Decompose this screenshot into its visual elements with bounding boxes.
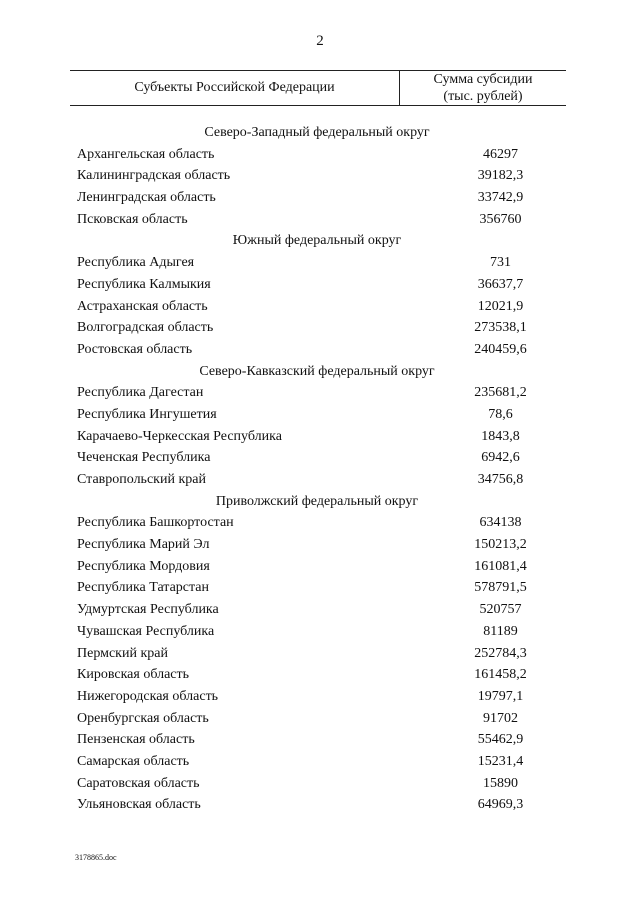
subsidy-amount: 6942,6 xyxy=(481,450,520,466)
subsidy-amount: 36637,7 xyxy=(477,276,524,292)
subsidy-amount: 64969,3 xyxy=(477,797,524,813)
footer-doc-code: 3178865.doc xyxy=(75,853,117,862)
region-name: Республика Марий Эл xyxy=(77,537,210,553)
header-subjects: Субъекты Российской Федерации xyxy=(134,80,335,95)
table-row xyxy=(77,621,557,643)
region-name: Удмуртская Республика xyxy=(77,602,219,618)
subsidy-amount: 634138 xyxy=(479,515,522,531)
subsidy-amount: 15231,4 xyxy=(477,753,524,769)
table-row xyxy=(77,404,557,426)
subsidy-amount: 578791,5 xyxy=(474,580,527,596)
subsidy-amount: 12021,9 xyxy=(477,298,524,314)
table-row xyxy=(77,144,557,166)
region-name: Псковская область xyxy=(77,211,188,227)
region-name: Оренбургская область xyxy=(77,710,209,726)
table-row xyxy=(77,512,557,534)
subsidy-amount: 235681,2 xyxy=(474,385,527,401)
subsidy-amount: 273538,1 xyxy=(474,320,527,336)
subsidy-amount: 19797,1 xyxy=(477,688,524,704)
subsidy-amount: 78,6 xyxy=(488,406,513,422)
table-row xyxy=(77,209,557,231)
subsidy-amount: 150213,2 xyxy=(474,537,527,553)
subsidy-amount: 356760 xyxy=(479,211,522,227)
table-row xyxy=(77,556,557,578)
subsidy-amount: 240459,6 xyxy=(474,341,527,357)
page-number: 2 xyxy=(316,33,324,49)
subsidy-amount: 15890 xyxy=(483,775,518,791)
header-amount-line1: Сумма субсидии xyxy=(433,72,533,87)
region-name: Калининградская область xyxy=(77,168,231,184)
region-name: Астраханская область xyxy=(77,298,208,314)
region-name: Саратовская область xyxy=(77,775,200,791)
region-name: Чувашская Республика xyxy=(77,623,215,639)
subsidy-amount: 39182,3 xyxy=(477,168,524,184)
table-row xyxy=(77,729,557,751)
subsidy-amount: 46297 xyxy=(483,146,518,162)
table-row xyxy=(77,469,557,491)
region-name: Ставропольский край xyxy=(77,472,206,487)
district-title: Северо-Западный федеральный округ xyxy=(204,125,430,140)
table-row xyxy=(77,426,557,448)
district-title: Южный федеральный округ xyxy=(232,233,402,249)
district-title: Приволжский федеральный округ xyxy=(215,493,419,509)
region-name: Пермский край xyxy=(77,645,168,661)
table-row xyxy=(77,534,557,556)
table-row xyxy=(77,274,557,296)
table-body xyxy=(77,122,557,816)
subsidy-amount: 520757 xyxy=(479,602,522,618)
table-row xyxy=(77,794,557,816)
region-name: Республика Калмыкия xyxy=(77,276,211,292)
table-row xyxy=(77,317,557,339)
table-row xyxy=(77,599,557,621)
region-name: Республика Дагестан xyxy=(77,385,204,401)
subsidy-amount: 161458,2 xyxy=(474,667,527,683)
district-title: Северо-Кавказский федеральный округ xyxy=(199,363,435,379)
table-row xyxy=(77,165,557,187)
subsidy-amount: 34756,8 xyxy=(477,472,524,487)
subsidy-amount: 1843,8 xyxy=(481,428,520,444)
region-name: Республика Ингушетия xyxy=(77,406,217,422)
table-row xyxy=(77,643,557,665)
subsidy-amount: 55462,9 xyxy=(477,732,524,748)
region-name: Пензенская область xyxy=(77,732,195,748)
table-row xyxy=(77,751,557,773)
table-row xyxy=(77,382,557,404)
region-name: Карачаево-Черкесская Республика xyxy=(77,428,282,444)
region-name: Ленинградская область xyxy=(77,190,216,206)
table-row xyxy=(77,252,557,274)
region-name: Нижегородская область xyxy=(77,688,219,704)
subsidy-amount: 252784,3 xyxy=(474,645,527,661)
subsidy-amount: 161081,4 xyxy=(474,558,527,574)
table-row xyxy=(77,339,557,361)
region-name: Кировская область xyxy=(77,667,190,683)
table-row xyxy=(77,664,557,686)
table-header xyxy=(70,70,566,106)
header-amount xyxy=(400,70,566,106)
table-row xyxy=(77,708,557,730)
header-bottom-rule xyxy=(70,105,566,106)
subsidy-amount: 91702 xyxy=(483,710,518,726)
region-name: Республика Адыгея xyxy=(77,255,195,271)
region-name: Республика Мордовия xyxy=(77,558,210,574)
region-name: Ростовская область xyxy=(77,341,193,357)
table-row xyxy=(77,187,557,209)
subsidy-amount: 81189 xyxy=(483,623,518,639)
header-amount-line2: (тыс. рублей) xyxy=(443,89,523,104)
table-row xyxy=(77,773,557,795)
region-name: Чеченская Республика xyxy=(77,450,211,466)
region-name: Волгоградская область xyxy=(77,320,214,336)
region-name: Республика Татарстан xyxy=(77,580,210,596)
table-row xyxy=(77,686,557,708)
table-row xyxy=(77,577,557,599)
subsidy-amount: 731 xyxy=(490,255,511,271)
region-name: Архангельская область xyxy=(77,146,215,162)
region-name: Самарская область xyxy=(77,753,190,769)
region-name: Республика Башкортостан xyxy=(77,515,234,531)
subsidy-amount: 33742,9 xyxy=(477,190,524,206)
region-name: Ульяновская область xyxy=(77,797,201,813)
table-row xyxy=(77,296,557,318)
table-row xyxy=(77,447,557,469)
